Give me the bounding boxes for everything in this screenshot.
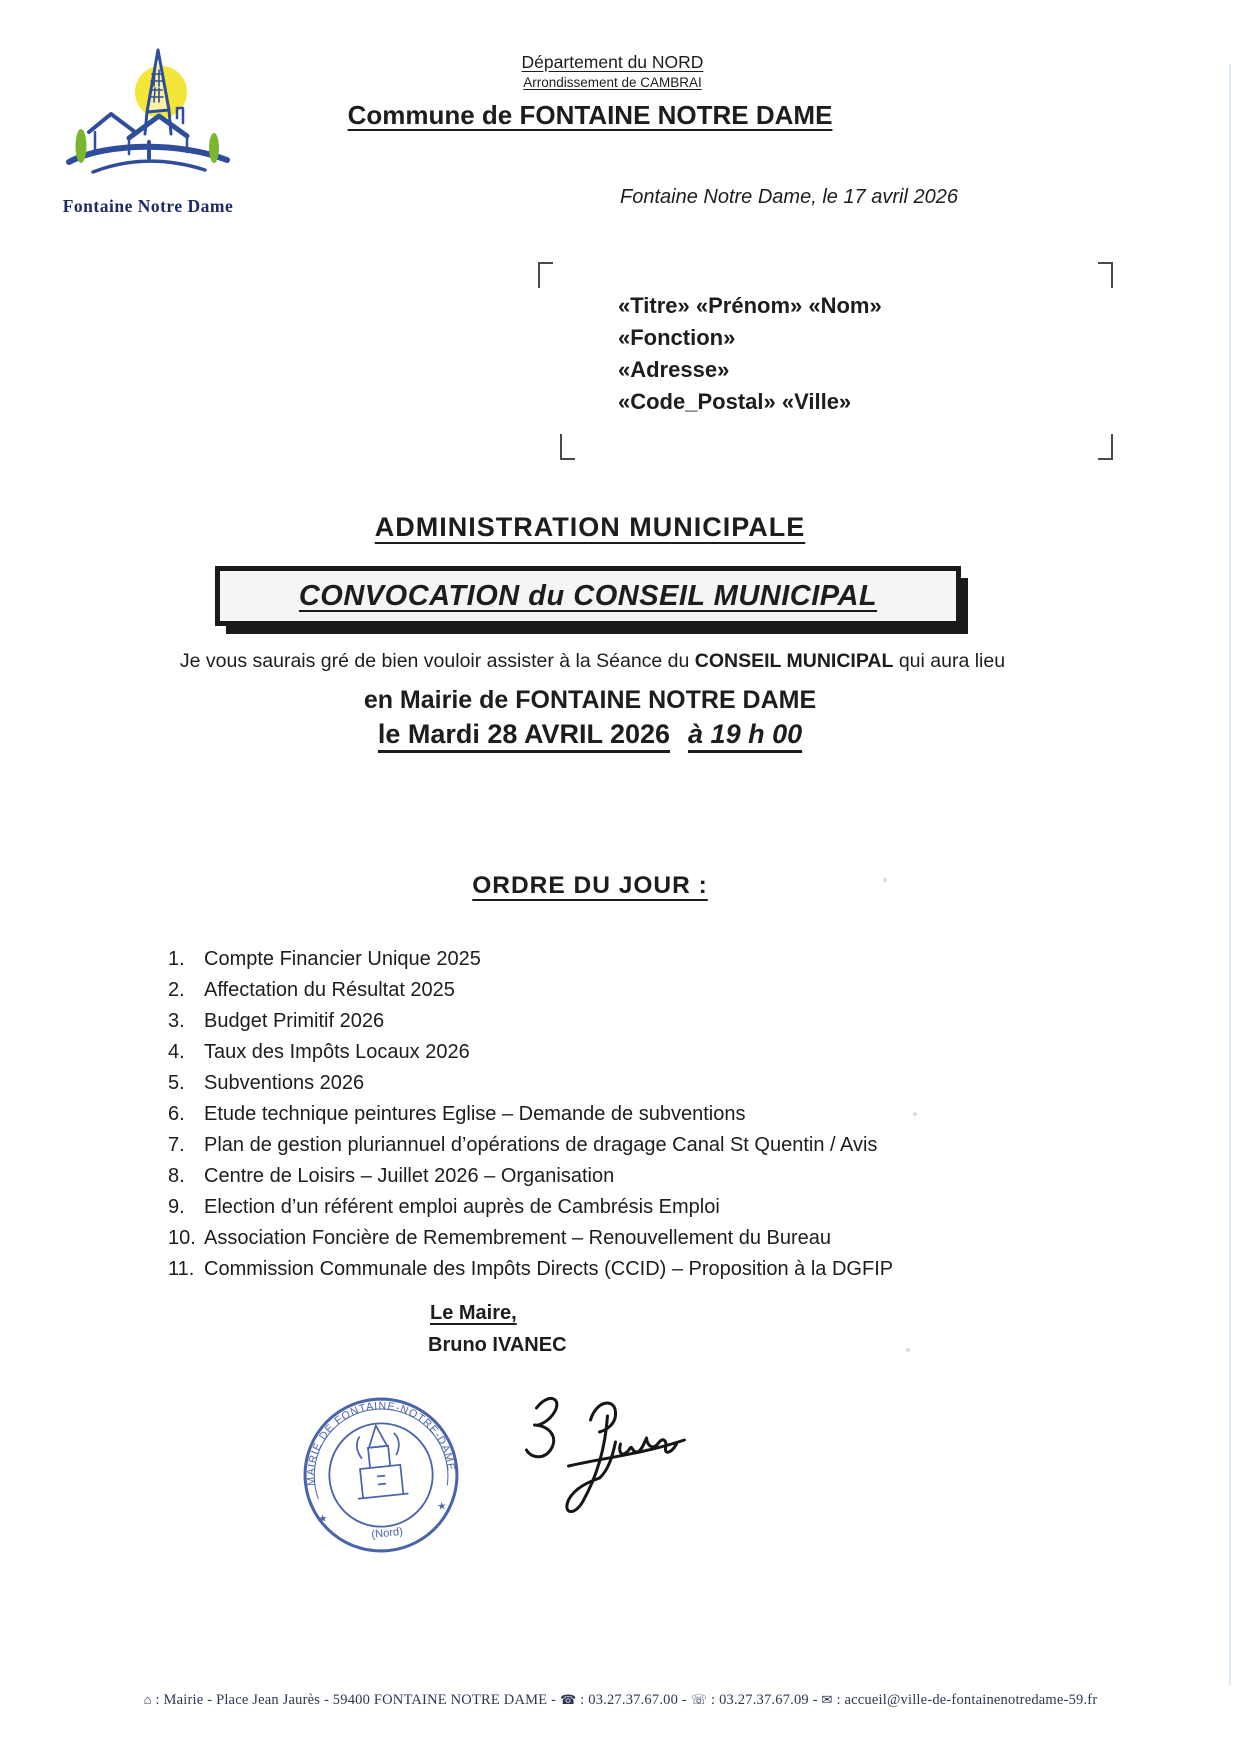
scan-edge-line <box>1229 64 1231 1686</box>
agenda-title: ORDRE DU JOUR : <box>472 872 708 899</box>
convocation-box <box>215 566 961 626</box>
mairie-icon: ⌂ <box>143 1692 152 1707</box>
administration-title: ADMINISTRATION MUNICIPALE <box>374 512 806 542</box>
recipient-line: «Adresse» <box>618 357 730 382</box>
intro-prefix: Je vous saurais gré de bien vouloir assister à la Séance du <box>179 650 695 672</box>
intro-suffix: qui aura lieu <box>893 650 1006 672</box>
agenda-item: 9. Election d’un référent emploi auprès de Cambrésis Emploi <box>168 1196 720 1218</box>
stamp-star-left: ★ <box>317 1513 329 1526</box>
scan-speck <box>906 1348 910 1352</box>
email-icon: ✉ <box>821 1692 833 1707</box>
agenda-item: 4. Taux des Impôts Locaux 2026 <box>168 1041 470 1063</box>
meeting-date: le Mardi 28 AVRIL 2026 <box>377 719 671 749</box>
agenda-item: 7. Plan de gestion pluriannuel d’opérations de dragage Canal St Quentin / Avis <box>168 1134 878 1156</box>
meeting-datetime <box>0 719 1180 750</box>
mairie-stamp <box>300 1394 462 1556</box>
dateline: Fontaine Notre Dame, le 17 avril 2026 <box>620 186 958 208</box>
agenda-item: 6. Etude technique peintures Eglise – Demande de subventions <box>168 1103 746 1125</box>
meeting-location: en Mairie de FONTAINE NOTRE DAME <box>363 686 817 714</box>
convocation-title: CONVOCATION du CONSEIL MUNICIPAL <box>298 579 878 612</box>
intro-bold: CONSEIL MUNICIPAL <box>694 650 894 672</box>
agenda-list <box>168 944 893 1285</box>
department-header <box>470 52 755 90</box>
logo-tree-left <box>76 129 87 163</box>
agenda-item: 3. Budget Primitif 2026 <box>168 1010 385 1032</box>
stamp-monument-drawing <box>351 1423 409 1499</box>
stamp-bottom-text: (Nord) <box>370 1525 404 1542</box>
scan-speck <box>913 1112 917 1116</box>
agenda-item: 1. Compte Financier Unique 2025 <box>168 948 481 970</box>
scan-speck <box>883 878 887 882</box>
address-window-mark-bottom-left <box>560 434 575 460</box>
commune-title: Commune de FONTAINE NOTRE DAME <box>347 100 833 130</box>
recipient-line: «Titre» «Prénom» «Nom» <box>618 293 882 318</box>
recipient-block <box>618 290 882 418</box>
agenda-item: 11. Commission Communale des Impôts Directs (CCID) – Proposition à la DGFIP <box>168 1258 894 1280</box>
footer-address: : Mairie - Place Jean Jaurès - 59400 FONTAINE NOTRE DAME - <box>151 1692 560 1708</box>
address-window-mark-top-left <box>538 262 553 288</box>
fax-icon: ☏ <box>690 1692 708 1707</box>
footer-fax: : 03.27.37.67.09 - <box>707 1692 822 1708</box>
stamp-ring-text: MAIRIE DE FONTAINE-NOTRE-DAME <box>305 1399 457 1487</box>
meeting-time: à 19 h 00 <box>688 719 803 749</box>
recipient-line: «Code_Postal» «Ville» <box>618 389 852 414</box>
signoff-name: Bruno IVANEC <box>428 1334 567 1356</box>
agenda-item: 8. Centre de Loisirs – Juillet 2026 – Organisation <box>168 1165 615 1187</box>
agenda-item: 10. Association Foncière de Remembrement – Renouvellement du Bureau <box>168 1227 832 1249</box>
department-line: Département du NORD <box>521 52 704 72</box>
mayor-signature <box>500 1378 695 1538</box>
agenda-item: 2. Affectation du Résultat 2025 <box>168 979 455 1001</box>
footer-contact-line <box>0 1692 1241 1709</box>
recipient-line: «Fonction» <box>618 325 736 350</box>
logo-caption: Fontaine Notre Dame <box>62 196 234 216</box>
phone-icon: ☎ <box>559 1692 577 1707</box>
stamp-star-right: ★ <box>436 1500 447 1513</box>
footer-phone: : 03.27.37.67.00 - <box>576 1692 691 1708</box>
intro-paragraph <box>0 650 1185 673</box>
footer-email: : accueil@ville-de-fontainenotredame-59.fr <box>832 1692 1098 1708</box>
agenda-item: 5. Subventions 2026 <box>168 1072 365 1094</box>
signoff-role: Le Maire, <box>430 1302 517 1324</box>
arrondissement-line: Arrondissement de CAMBRAI <box>523 75 702 90</box>
address-window-mark-bottom-right <box>1098 434 1113 460</box>
logo-tree-right <box>209 133 219 163</box>
address-window-mark-top-right <box>1098 262 1113 288</box>
